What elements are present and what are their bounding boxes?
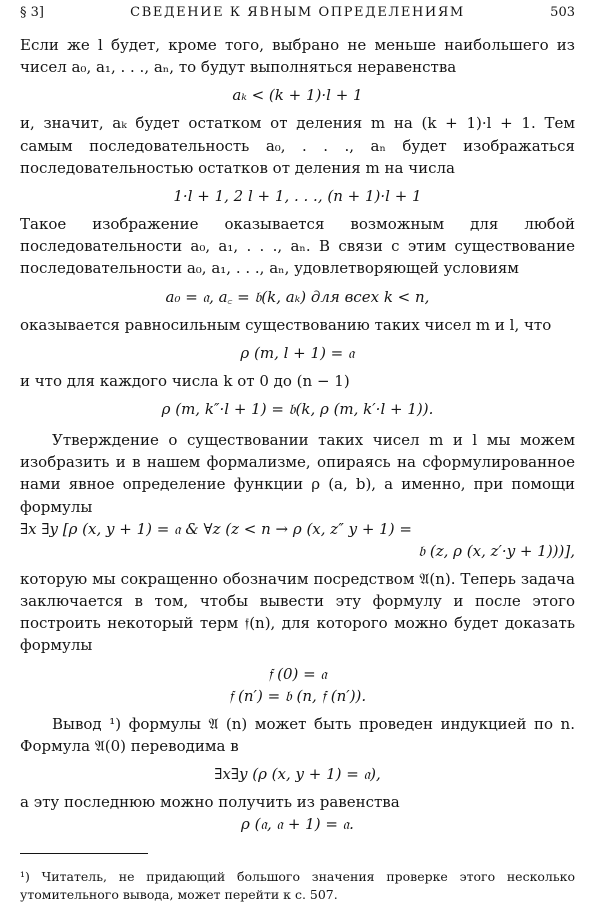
page-number: 503 [550,5,575,20]
paragraph: а эту последнюю можно получить из равенства [20,793,400,812]
paragraph: Вывод ¹) формулы 𝔄 (n) может быть проведен индукцией по n. Формула 𝔄(0) переводима в [20,714,575,755]
paragraph: Утверждение о существовании таких чисел m и l мы можем изобразить и в нашем формализме, опираясь на сформулированное нами явное определение функции ρ (a, b), а именно, при помощи формулы [20,431,575,516]
formula: ρ (𝔞, 𝔞 + 1) = 𝔞. [241,815,354,834]
paragraph: и что для каждого числа k от 0 до (n − 1) [20,371,350,390]
formula: 1·l + 1, 2 l + 1, . . ., (n + 1)·l + 1 [173,187,422,206]
footnote-divider [20,853,148,854]
paragraph: Если же l будет, кроме того, выбрано не меньше наибольшего из чисел a₀, a₁, . . ., aₙ, то будут выполняться неравенства [20,36,575,77]
paragraph: которую мы сокращенно обозначим посредством 𝔄(n). Теперь задача заключается в том, чтобы вывести эту формулу и после этого построить некоторый терм 𝔣(n), для которого можно будет доказать формулы [20,569,575,655]
paragraph: Такое изображение оказывается возможным для любой последовательности a₀, a₁, . . ., aₙ. В связи с этим существование последовательности a₀, a₁, . . ., aₙ, удовлетворяющей условиям [20,215,575,278]
paragraph: оказывается равносильным существованию таких чисел m и l, что [20,315,552,334]
formula: 𝔣 (0) = 𝔞 [267,664,328,683]
formula: a₀ = 𝔞, a꜀ = 𝔟(k, aₖ) для всех k < n, [165,287,430,306]
formula: ρ (m, k″·l + 1) = 𝔟(k, ρ (m, k′·l + 1)). [161,400,434,419]
formula: ρ (m, l + 1) = 𝔞 [240,343,355,362]
formula-line-2: 𝔟 (z, ρ (x, z′·y + 1)))], [418,541,575,560]
section-marker: § 3] [20,5,44,20]
formula: aₖ < (k + 1)·l + 1 [232,86,363,105]
formula-line-1: ∃x ∃y [ρ (x, y + 1) = 𝔞 & ∀z (z < n → ρ (x, z″ y + 1) = [20,519,412,538]
formula: 𝔣 (n′) = 𝔟 (n, 𝔣 (n′)). [228,686,367,705]
footnote: ¹) Читатель, не придающий большого значения проверке этого несколько утомительного вывода, может перейти к с. 507. [20,869,575,903]
formula: ∃x∃y (ρ (x, y + 1) = 𝔞), [214,765,381,784]
running-title: СВЕДЕНИЕ К ЯВНЫМ ОПРЕДЕЛЕНИЯМ [130,5,465,20]
page-body [20,34,575,904]
page-header [20,4,575,26]
paragraph: и, значит, aₖ будет остатком от деления m на (k + 1)·l + 1. Тем самым последовательность a₀, . . ., aₙ будет изображаться последовательностью остатков от деления m на числа [20,114,575,177]
